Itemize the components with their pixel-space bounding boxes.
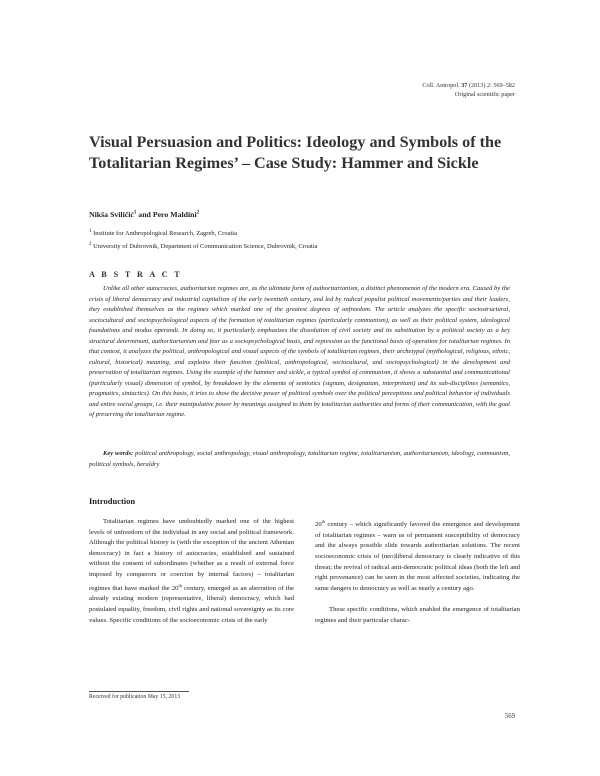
- journal-name: Coll. Antropol.: [422, 82, 460, 89]
- journal-issue-pages: (2013) 2: 569–582: [468, 82, 515, 89]
- body-column-right: [315, 517, 520, 637]
- page-number: 569: [504, 713, 515, 720]
- body-column-left: [89, 517, 294, 637]
- affiliation-item: [89, 226, 318, 239]
- abstract-text: Unlike all other autocracies, authoritarian regimes are, as the ultimate form of authoritarianism, a distinct phenomenon of the modern era. Caused by the crisis of liberal democracy and industrial capitalism of the early twentieth century, and led by radical populist political movements/parties and their leaders, they established themselves as the regimes which marked one of the greatest degrees of unfreedom. The article analyzes the specific sociostructural, sociocultural and sociopsychological aspects of the formation of totalitarian regimes (particularly communism), as well as their political system, ideological foundations and modus operandi. In doing so, it particularly emphasizes the dissolution of civil society and its substitution by a political society as a key structural determinant, authoritarianism and fear as a sociopsychological basis, and repression as the functional basis of operation for totalitarian regimes. In that context, it analyzes the political, anthropological and visual aspects of the symbols of totalitarian regimes, their archetypal (mythological, religious, ethnic, cultural, historical) meaning, and explains their function (political, anthropological, sociocultural, and sociopsychological) in the development and preservation of totalitarian regimes. Using the example of the hammer and sickle, a typical symbol of communism, it shows a substantial and communicational (particularly visual) dimension of symbol, by breakdown by the elements of semiotics (signum, designatum, interpretant) and its sub-disciplines (semantics, pragmatics, sintactics). On this basis, it tries to show the decisive power of political symbols over the political perceptions and political behavior of individuals and entire social groups, i.e. their manipulative power by meanings assigned to them by totalitarian authorities and forms of their communication, with the goal of preserving the totalitarian regime.: [89, 285, 510, 418]
- author-conjunction: and: [136, 210, 153, 219]
- affiliation-number: 1: [89, 229, 92, 234]
- author-affiliation-marker: 2: [196, 210, 200, 216]
- author-affiliation-marker: 1: [133, 210, 137, 216]
- section-heading-introduction: Introduction: [89, 496, 136, 506]
- citation-line: [422, 82, 515, 91]
- article-type: Original scientific paper: [454, 90, 515, 98]
- author-name: Pero Maldini: [152, 210, 197, 219]
- keywords-text: political anthropology, social anthropology, visual anthropology, totalitarian regime, totalitarianism, authoritarianism, ideology, communism, political symbols, heraldry: [89, 450, 510, 468]
- author-name: Nikša Sviličić: [89, 210, 134, 219]
- body-paragraph: These specific conditions, which enabled the emergence of totalitarian regimes and their particular charac-: [315, 605, 520, 624]
- keywords-label: Key words:: [103, 450, 134, 457]
- keywords: [89, 449, 510, 470]
- abstract-heading: A B S T R A C T: [89, 270, 183, 279]
- affiliation-text: Institute for Anthropological Research, Zagreb, Croatia: [93, 230, 237, 238]
- affiliation-item: [89, 239, 318, 252]
- affiliations: [89, 226, 318, 252]
- body-paragraph: Totalitarian regimes have undoubtedly marked one of the highest levels of unfreedom of the individual in any social and political framework. Although the political history is (with the exception of the ancient Athenian democracy) in fact a history of autocracies, established and sustained without the consent of subordinates (whether as a result of external force imposed by conquerors or coercion by internal factors) – totalitarian regimes that have marked the 20th century, emerged as an aberration of the already existing modern (representative, liberal) democracy, which had postulated equality, freedom, civil rights and national sovereignty as its core values. Specific conditions of the socioeconomic crisis of the early: [89, 518, 295, 624]
- journal-header: [422, 82, 515, 99]
- footnote-received: Received for publication May 15, 2013: [89, 694, 181, 700]
- footnote-rule: [89, 691, 189, 692]
- article-title: Visual Persuasion and Politics: Ideology and Symbols of the Totalitarian Regimes’ – Case Study: Hammer and Sickle: [89, 133, 502, 172]
- journal-volume: 37: [461, 82, 468, 89]
- affiliation-number: 2: [89, 242, 92, 248]
- affiliation-text: University of Dubrovnik, Department of Communication Science, Dubrovnik, Croatia: [93, 243, 318, 251]
- author-line: [89, 210, 199, 219]
- body-paragraph: 20th century – which significantly favored the emergence and development of totalitarian regimes – warn us of permanent susceptibility of democracy and the always possible slide towards authoritarian solutions. The recent socioeconomic crisis of (neo)liberal democracy is clearly indicative of this threat; the revival of radical anti-democratic political ideas (both the left and right provenance) can be seen in the most affected societies, indicating the same dangers to democracy as well as nearly a century ago.: [315, 519, 520, 592]
